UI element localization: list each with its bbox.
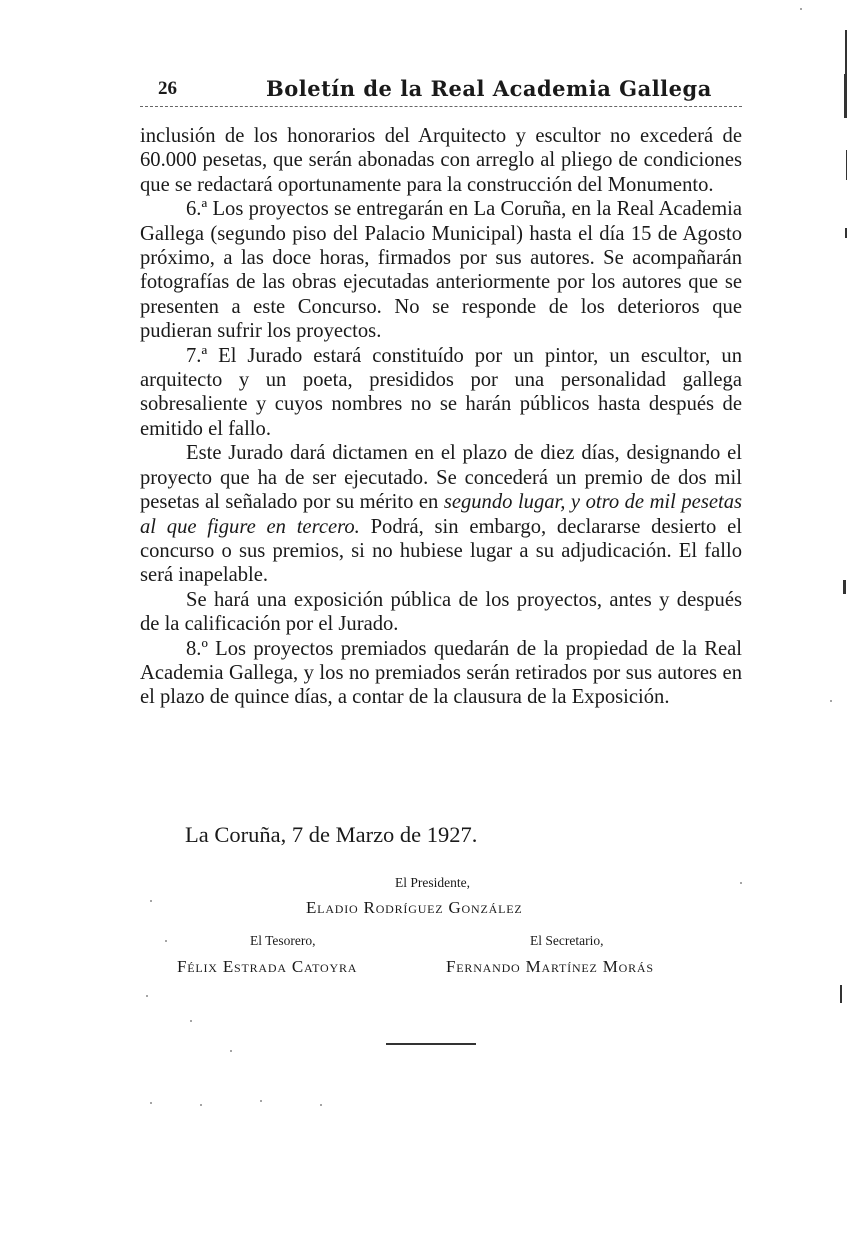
jury-verdict-text-a: Este Jurado dará dictamen en el plazo de diez días, designando el proyecto que ha de ser ejecutado. Se concederá un premio de dos mil pesetas al señalado por su mérito en [140,442,742,514]
paragraph-jury-verdict [140,441,742,587]
scan-speck [150,1102,152,1104]
scan-mark [846,150,847,180]
scan-speck [320,1104,322,1106]
treasurer-name: Félix Estrada Catoyra [177,957,358,976]
paragraph-exhibition: Se hará una exposición pública de los proyectos, antes y después de la calificación por el Jurado. [140,588,742,636]
scan-speck [830,700,832,702]
scan-mark [845,228,847,238]
scan-speck [146,995,148,997]
header-divider [140,106,742,107]
treasurer-role: El Tesorero, [250,933,316,948]
president-name: Eladio Rodríguez González [306,898,523,917]
secretary-name: Fernando Martínez Morás [446,957,654,976]
scan-speck [200,1104,202,1106]
scan-speck [165,940,167,942]
jury-verdict-text-c: Podrá, sin embargo, declararse desierto el concurso o sus premios, si no hubiese lugar a su adjudicación. El fallo será inapelable. [140,515,742,587]
paragraph-article-8: 8.º Los proyectos premiados quedarán de la propiedad de la Real Academia Gallega, y los no premiados serán retirados por sus autores en el plazo de quince días, a contar de la clausura de la Exposición. [140,637,742,709]
scan-speck [190,1020,192,1022]
scan-speck [740,882,742,884]
scan-speck [230,1050,232,1052]
closing-rule [386,1043,476,1045]
page-number: 26 [158,78,177,99]
scan-speck [800,8,802,10]
journal-title: Boletín de la Real Academia Gallega [266,76,712,101]
scan-mark [843,580,846,594]
body-text [140,124,742,710]
scan-speck [150,900,152,902]
paragraph-article-6: 6.ª Los proyectos se entregarán en La Coruña, en la Real Academia Gallega (segundo piso del Palacio Municipal) hasta el día 15 de Agosto próximo, a las doce horas, firmados por sus autores. Se acompañarán fotografías de las obras ejecutadas anteriormente por los autores que se presenten a este Concurso. No se responde de los deterioros que pudieran sufrir los proyectos. [140,198,742,343]
scan-speck [260,1100,262,1102]
paragraph-article-7: 7.ª El Jurado estará constituído por un pintor, un escultor, un arquitecto y un poeta, presididos por una personalidad gallega sobresaliente y cuyos nombres no se harán públicos hasta después de emitido el fallo. [140,344,742,440]
secretary-role: El Secretario, [530,933,604,948]
scan-mark [840,985,842,1003]
page-header [140,74,740,106]
paragraph-continuation: inclusión de los honorarios del Arquitecto y escultor no excederá de 60.000 pesetas, que serán abonadas con arreglo al pliego de condiciones que se redactará oportunamente para la construcción del Monumento. [140,125,742,196]
date-line: La Coruña, 7 de Marzo de 1927. [185,822,478,847]
jury-verdict-text-italic: segundo lugar, y otro de mil pesetas al que figure en tercero. [140,491,743,538]
scan-mark [844,74,847,118]
president-role: El Presidente, [395,875,470,890]
